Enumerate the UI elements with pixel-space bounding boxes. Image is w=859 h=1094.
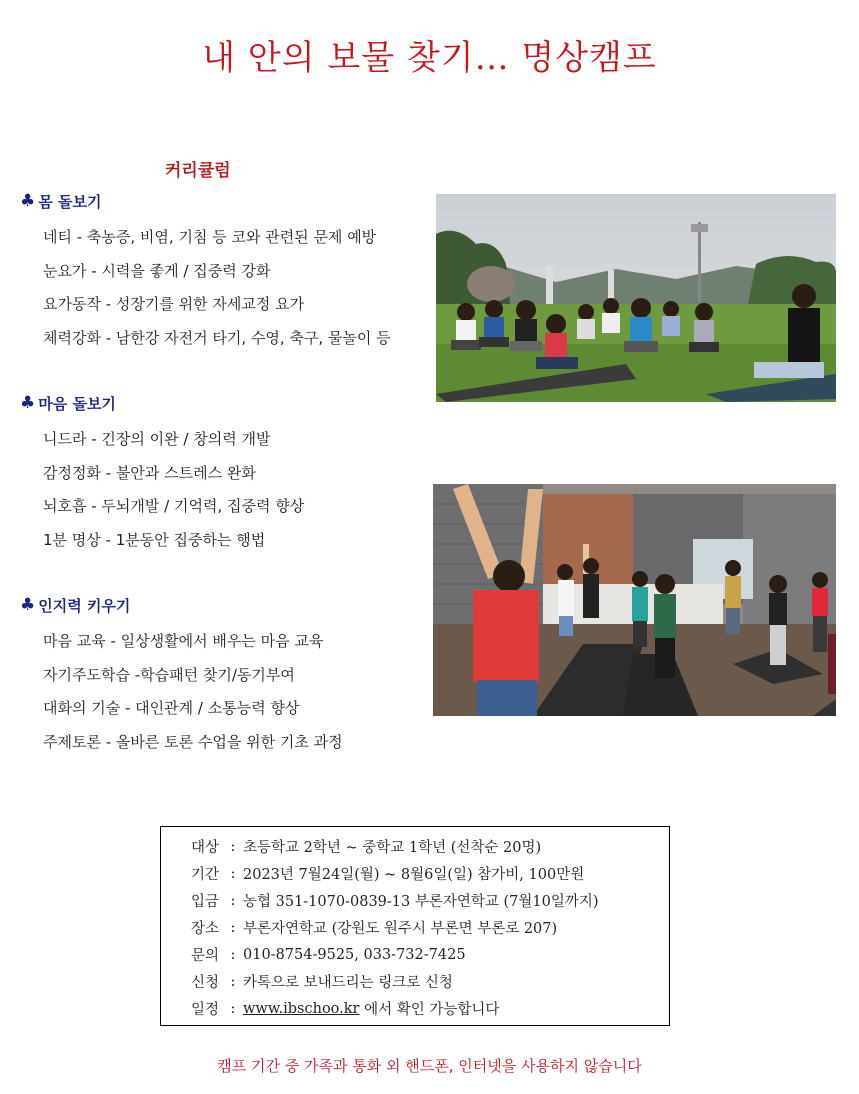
curriculum-item: 감정정화 - 불안과 스트레스 완화 [43,463,256,482]
club-suit-icon: ♣ [20,393,36,413]
curriculum-item: 1분 명상 - 1분동안 집중하는 행법 [43,530,266,549]
info-label: 일정 [191,1002,220,1018]
info-colon: : [230,919,236,936]
info-row-location [191,914,669,941]
curriculum-item: 네티 - 축농증, 비염, 기침 등 코와 관련된 문제 예방 [43,228,377,247]
section-heading [20,189,391,213]
info-label: 장소 [191,921,220,937]
section-heading [20,391,304,415]
info-row-period [191,860,669,887]
curriculum-item: 마음 교육 - 일상생활에서 배우는 마음 교육 [43,632,324,651]
website-link[interactable]: www.ibschoo.kr [243,1000,360,1017]
curriculum-item: 자기주도학습 -학습패턴 찾기/동기부여 [43,665,295,684]
curriculum-item: 니드라 - 긴장의 이완 / 창의력 개발 [43,430,271,449]
section-mind-care [20,391,304,556]
section-cognition [20,593,343,758]
curriculum-item: 대화의 기술 - 대인관계 / 소통능력 향상 [43,699,300,718]
curriculum-item: 뇌호흡 - 두뇌개발 / 기억력, 집중력 향상 [43,497,305,516]
info-value: 010-8754-9525, 033-732-7425 [243,946,466,963]
curriculum-heading: 커리큘럼 [165,161,231,181]
info-value: 부론자연학교 (강원도 원주시 부론면 부론로 207) [243,921,558,937]
info-value: 카톡으로 보내드리는 링크로 신청 [243,975,453,991]
notice-text: 캠프 기간 중 가족과 통화 외 핸드폰, 인터넷을 사용하지 않습니다 [217,1057,642,1075]
info-label: 기간 [191,867,220,883]
info-row-payment [191,887,669,914]
curriculum-item: 눈요가 - 시력을 좋게 / 집중력 강화 [43,261,271,280]
curriculum-item: 요가동작 - 성장기를 위한 자세교정 요가 [43,295,305,314]
section-heading [20,593,343,617]
info-row-contact [191,941,669,968]
info-row-apply [191,968,669,995]
section-body-care [20,189,391,354]
page-title: 내 안의 보물 찾기… 명상캠프 [202,38,657,78]
section-heading-text: 마음 돌보기 [38,394,116,413]
info-colon: : [230,1000,236,1017]
info-label: 입금 [191,894,220,910]
info-colon: : [230,946,236,963]
info-label: 문의 [191,948,220,964]
info-box [160,826,670,1026]
info-value: 초등학교 2학년 ~ 중학교 1학년 (선착순 20명) [243,840,542,856]
info-colon: : [230,865,236,882]
section-heading-text: 몸 돌보기 [38,192,102,211]
info-value: 2023년 7월24일(월) ~ 8월6일(일) 참가비, 100만원 [243,867,585,883]
info-label: 대상 [191,840,220,856]
curriculum-item: 체력강화 - 남한강 자전거 타기, 수영, 축구, 물놀이 등 [43,328,391,347]
club-suit-icon: ♣ [20,595,36,615]
info-value: 농협 351-1070-0839-13 부론자연학교 (7월10일까지) [243,894,599,910]
curriculum-item: 주제토론 - 올바른 토론 수업을 위한 기초 과정 [43,732,343,751]
info-colon: : [230,892,236,909]
indoor-stretching-photo [433,484,836,716]
info-colon: : [230,838,236,855]
outdoor-yoga-photo [436,194,836,402]
info-row-schedule [191,995,669,1022]
info-row-target [191,833,669,860]
info-label: 신청 [191,975,220,991]
info-value: 에서 확인 가능합니다 [359,1002,500,1018]
info-colon: : [230,973,236,990]
club-suit-icon: ♣ [20,191,36,211]
section-heading-text: 인지력 키우기 [38,596,131,615]
